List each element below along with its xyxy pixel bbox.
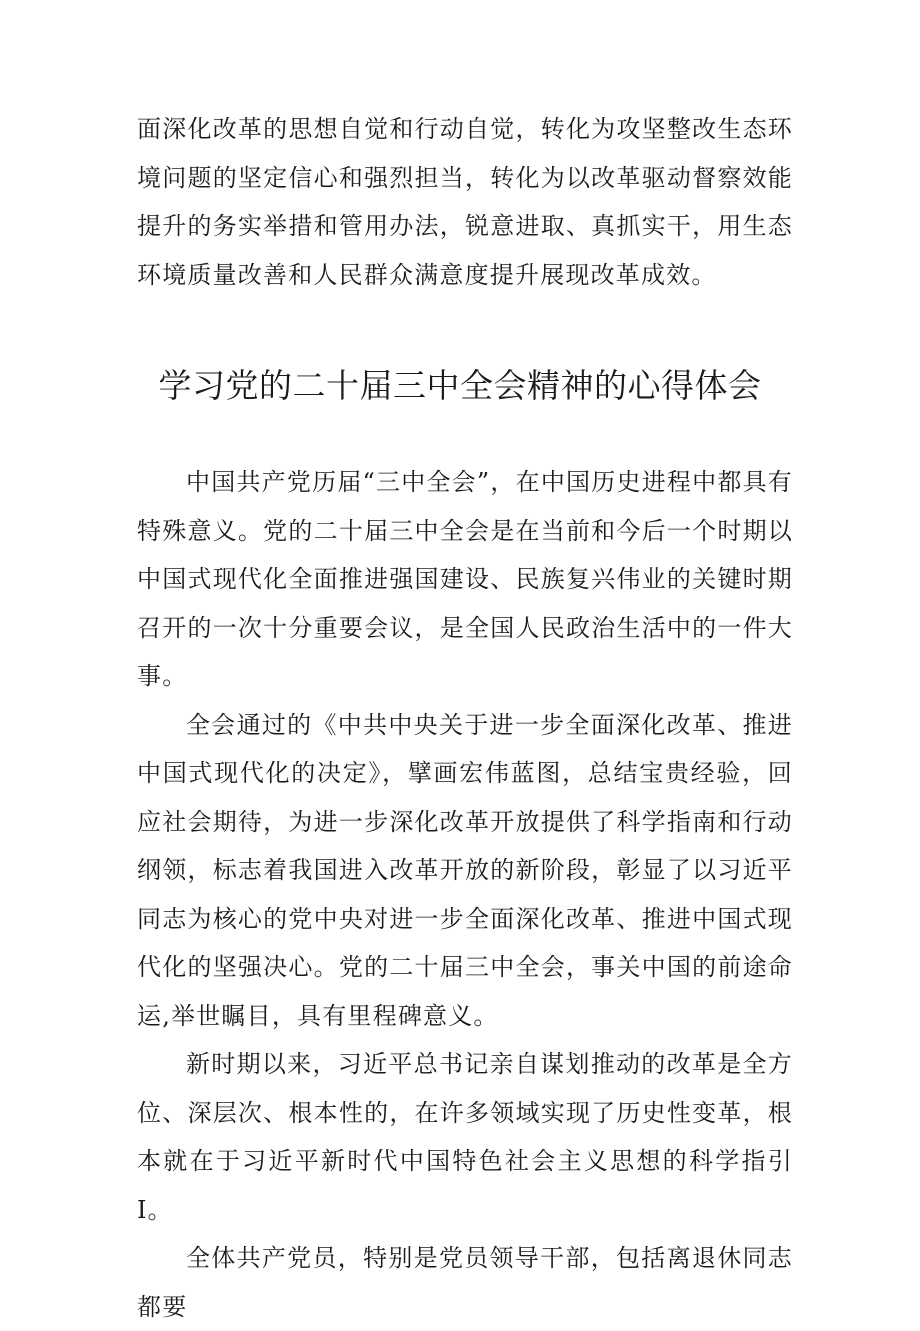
paragraph-1: 中国共产党历届“三中全会”，在中国历史进程中都具有特殊意义。党的二十届三中全会是在当前和今后一个时期以中国式现代化全面推进强国建设、民族复兴伟业的关键时期召开的一次十分重要会议，是全国人民政治生活中的一件大事。 xyxy=(137,468,793,690)
continued-paragraph-block xyxy=(137,105,793,299)
document-title: 学习党的二十届三中全会精神的心得体会 xyxy=(158,366,762,405)
continued-paragraph: 面深化改革的思想自觉和行动自觉，转化为攻坚整改生态环境问题的坚定信心和强烈担当，转化为以改革驱动督察效能提升的务实举措和管用办法，锐意进取、真抓实干，用生态环境质量改善和人民群众满意度提升展现改革成效。 xyxy=(137,115,793,289)
paragraph-2: 全会通过的《中共中央关于进一步全面深化改革、推进中国式现代化的决定》，擘画宏伟蓝图，总结宝贵经验，回应社会期待，为进一步深化改革开放提供了科学指南和行动纲领，标志着我国进入改革开放的新阶段，彰显了以习近平同志为核心的党中央对进一步全面深化改革、推进中国式现代化的坚强决心。党的二十届三中全会，事关中国的前途命运,举世瞩目，具有里程碑意义。 xyxy=(137,710,793,1030)
paragraph-4: 全体共产党员，特别是党员领导干部，包括离退休同志都要 xyxy=(137,1244,793,1321)
paragraph-3: 新时期以来，习近平总书记亲自谋划推动的改革是全方位、深层次、根本性的，在许多领域实现了历史性变革，根本就在于习近平新时代中国特色社会主义思想的科学指引I。 xyxy=(137,1050,793,1224)
body-text xyxy=(137,458,793,1331)
